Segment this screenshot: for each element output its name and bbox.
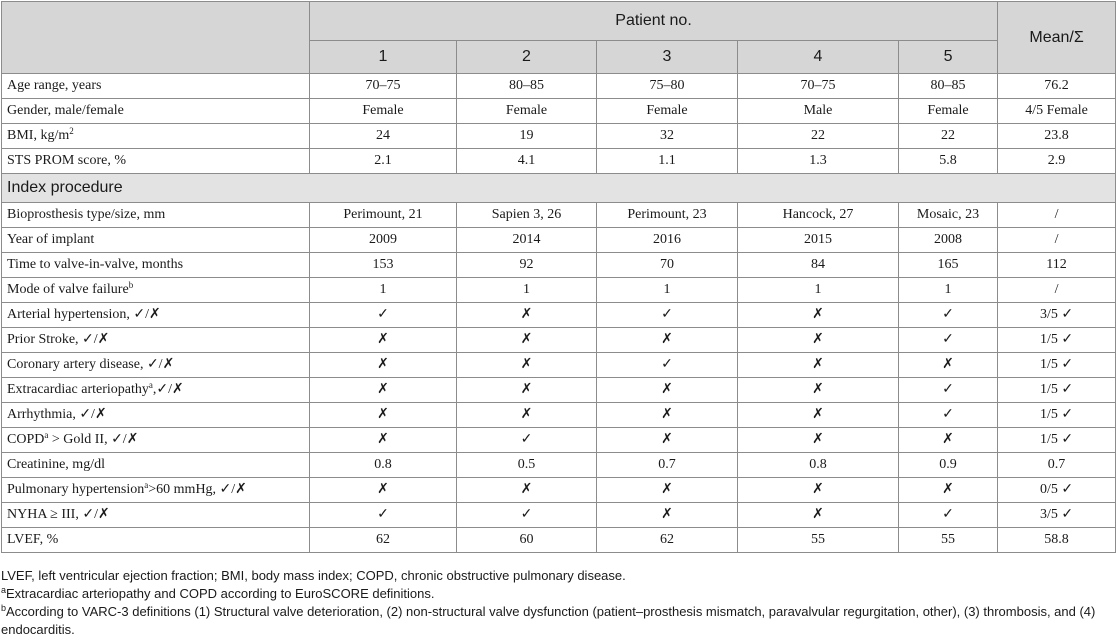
patient-value-cell: 5.8 (899, 149, 998, 174)
mean-sum-cell: 1/5 ✓ (998, 378, 1116, 403)
row-label-text: BMI, kg/m (7, 128, 70, 143)
patient-number-header: 4 (738, 41, 899, 74)
patient-characteristics-table (1, 1, 1116, 553)
patient-value-cell: 22 (738, 124, 899, 149)
row-label (2, 478, 310, 503)
patient-value-cell: ✗ (738, 328, 899, 353)
table-row (2, 303, 1116, 328)
patient-value-cell: 70–75 (738, 74, 899, 99)
row-label (2, 228, 310, 253)
patient-number-header: 3 (597, 41, 738, 74)
row-label (2, 149, 310, 174)
patient-value-cell: 80–85 (457, 74, 597, 99)
row-label (2, 378, 310, 403)
patient-value-cell: 165 (899, 253, 998, 278)
patient-value-cell: Hancock, 27 (738, 203, 899, 228)
table-row (2, 428, 1116, 453)
mean-sum-header: Mean/Σ (998, 2, 1116, 74)
row-label (2, 278, 310, 303)
row-label-text: Year of implant (7, 232, 95, 247)
row-label-text: Age range, years (7, 78, 102, 93)
patient-value-cell: ✗ (738, 478, 899, 503)
patient-value-cell: ✗ (899, 428, 998, 453)
table-row (2, 503, 1116, 528)
row-label (2, 453, 310, 478)
row-label-text: Mode of valve failure (7, 282, 129, 297)
mean-sum-cell: 0/5 ✓ (998, 478, 1116, 503)
patient-value-cell: 80–85 (899, 74, 998, 99)
patient-value-cell: 1.1 (597, 149, 738, 174)
table-footnotes (1, 567, 1113, 639)
patient-value-cell: ✗ (597, 403, 738, 428)
patient-value-cell: 24 (310, 124, 457, 149)
patient-value-cell: ✗ (597, 328, 738, 353)
patient-value-cell: 19 (457, 124, 597, 149)
patient-value-cell: 1 (738, 278, 899, 303)
row-label (2, 203, 310, 228)
row-label (2, 253, 310, 278)
table-row (2, 203, 1116, 228)
patient-number-header: 2 (457, 41, 597, 74)
patient-value-cell: ✓ (597, 353, 738, 378)
patient-number-header: 1 (310, 41, 457, 74)
patient-value-cell: 2014 (457, 228, 597, 253)
row-label (2, 99, 310, 124)
patient-value-cell: ✗ (597, 428, 738, 453)
row-label-superscript: 2 (69, 126, 74, 136)
patient-value-cell: 55 (899, 528, 998, 553)
footnote-b-text: According to VARC-3 definitions (1) Structural valve deterioration, (2) non-structural valve dysfunction (patient–prosthesis mismatch, paravalvular regurgitation, other), (3) thrombosis, and (4) endocarditis. (1, 604, 1096, 637)
patient-value-cell: ✗ (738, 403, 899, 428)
mean-sum-cell: 23.8 (998, 124, 1116, 149)
patient-value-cell: ✗ (738, 378, 899, 403)
row-label-text: Pulmonary hypertension (7, 482, 145, 497)
patient-value-cell: ✗ (738, 353, 899, 378)
row-label (2, 503, 310, 528)
mean-sum-cell: 112 (998, 253, 1116, 278)
footnote-b (1, 603, 1113, 639)
patient-value-cell: 2008 (899, 228, 998, 253)
patient-value-cell: 60 (457, 528, 597, 553)
row-label-text: Bioprosthesis type/size, mm (7, 207, 166, 222)
patient-value-cell: Female (310, 99, 457, 124)
patient-value-cell: ✗ (457, 403, 597, 428)
row-label (2, 528, 310, 553)
patient-value-cell: ✗ (310, 353, 457, 378)
table-row (2, 353, 1116, 378)
patient-value-cell: ✓ (457, 428, 597, 453)
mean-sum-cell: / (998, 278, 1116, 303)
mean-sum-cell: 0.7 (998, 453, 1116, 478)
row-label (2, 303, 310, 328)
table-row (2, 149, 1116, 174)
patient-value-cell: Perimount, 21 (310, 203, 457, 228)
patient-value-cell: Sapien 3, 26 (457, 203, 597, 228)
row-label-superscript: a (44, 430, 49, 440)
table-row (2, 453, 1116, 478)
patient-value-cell: ✓ (597, 303, 738, 328)
patient-value-cell: ✗ (457, 303, 597, 328)
patient-value-cell: ✗ (738, 303, 899, 328)
table-row (2, 278, 1116, 303)
patient-value-cell: ✓ (899, 328, 998, 353)
row-label-text: Extracardiac arteriopathy (7, 382, 149, 397)
patient-no-header: Patient no. (310, 2, 998, 41)
patient-value-cell: 70 (597, 253, 738, 278)
patient-value-cell: ✗ (597, 478, 738, 503)
patient-value-cell: 0.8 (738, 453, 899, 478)
patient-value-cell: 1 (310, 278, 457, 303)
patient-value-cell: 1 (457, 278, 597, 303)
patient-value-cell: ✗ (310, 403, 457, 428)
patient-value-cell: 2.1 (310, 149, 457, 174)
mean-sum-cell: 1/5 ✓ (998, 428, 1116, 453)
row-label-text: Arrhythmia, ✓/✗ (7, 407, 107, 422)
footnote-abbreviations: LVEF, left ventricular ejection fraction; BMI, body mass index; COPD, chronic obstructive pulmonary disease. (1, 568, 626, 583)
row-label-text: Time to valve-in-valve, months (7, 257, 184, 272)
row-label-text: Gender, male/female (7, 103, 124, 118)
mean-sum-cell: / (998, 228, 1116, 253)
row-label-superscript: a (148, 380, 153, 390)
row-label-suffix: > Gold II, ✓/✗ (48, 432, 139, 447)
patient-value-cell: 92 (457, 253, 597, 278)
row-label (2, 428, 310, 453)
patient-value-cell: ✗ (310, 378, 457, 403)
row-label (2, 353, 310, 378)
footnote-a-text: Extracardiac arteriopathy and COPD according to EuroSCORE definitions. (6, 586, 435, 601)
patient-value-cell: Female (597, 99, 738, 124)
patient-value-cell: ✓ (457, 503, 597, 528)
patient-value-cell: 62 (310, 528, 457, 553)
mean-sum-cell: 4/5 Female (998, 99, 1116, 124)
footnote-a-mark: a (1, 585, 7, 595)
table-row (2, 74, 1116, 99)
table-row (2, 378, 1116, 403)
row-label-superscript: b (128, 280, 134, 290)
patient-value-cell: 0.7 (597, 453, 738, 478)
patient-value-cell: ✗ (310, 328, 457, 353)
table-row (2, 253, 1116, 278)
section-index-procedure (2, 174, 1116, 203)
patient-value-cell: ✗ (597, 378, 738, 403)
table-row (2, 99, 1116, 124)
baseline-rows (2, 74, 1116, 174)
row-label (2, 124, 310, 149)
patient-value-cell: 75–80 (597, 74, 738, 99)
header-blank-cell (2, 2, 310, 74)
mean-sum-cell: 1/5 ✓ (998, 353, 1116, 378)
footnote-b-mark: b (1, 603, 7, 613)
row-label (2, 328, 310, 353)
patient-value-cell: 4.1 (457, 149, 597, 174)
patient-number-header: 5 (899, 41, 998, 74)
patient-value-cell: 32 (597, 124, 738, 149)
patient-value-cell: 62 (597, 528, 738, 553)
row-label-superscript: a (144, 480, 149, 490)
row-label-suffix: ,✓/✗ (152, 382, 184, 397)
mean-sum-cell: 76.2 (998, 74, 1116, 99)
row-label-text: NYHA ≥ III, ✓/✗ (7, 507, 110, 522)
table-row (2, 528, 1116, 553)
row-label-text: Creatinine, mg/dl (7, 457, 105, 472)
index-procedure-rows (2, 203, 1116, 553)
row-label-text: Prior Stroke, ✓/✗ (7, 332, 110, 347)
patient-value-cell: 1.3 (738, 149, 899, 174)
mean-sum-cell: 3/5 ✓ (998, 503, 1116, 528)
patient-value-cell: ✓ (899, 503, 998, 528)
patient-value-cell: ✗ (597, 503, 738, 528)
patient-value-cell: ✗ (457, 353, 597, 378)
row-label-suffix: >60 mmHg, ✓/✗ (148, 482, 247, 497)
patient-value-cell: 70–75 (310, 74, 457, 99)
mean-sum-cell: 1/5 ✓ (998, 403, 1116, 428)
patient-value-cell: 2009 (310, 228, 457, 253)
row-label-text: LVEF, % (7, 532, 59, 547)
section-title: Index procedure (2, 174, 1116, 203)
patient-value-cell: 22 (899, 124, 998, 149)
row-label (2, 403, 310, 428)
row-label-text: COPD (7, 432, 45, 447)
mean-sum-cell: 1/5 ✓ (998, 328, 1116, 353)
patient-value-cell: Female (457, 99, 597, 124)
mean-sum-cell: 2.9 (998, 149, 1116, 174)
patient-value-cell: ✓ (899, 378, 998, 403)
patient-value-cell: 1 (597, 278, 738, 303)
mean-sum-cell: / (998, 203, 1116, 228)
row-label (2, 74, 310, 99)
patient-value-cell: ✓ (899, 403, 998, 428)
patient-value-cell: Mosaic, 23 (899, 203, 998, 228)
table-row (2, 328, 1116, 353)
footnote-a (1, 585, 1113, 603)
mean-sum-cell: 3/5 ✓ (998, 303, 1116, 328)
patient-value-cell: ✗ (899, 353, 998, 378)
patient-value-cell: 1 (899, 278, 998, 303)
patient-value-cell: ✗ (457, 328, 597, 353)
patient-value-cell: 2016 (597, 228, 738, 253)
patient-value-cell: 0.5 (457, 453, 597, 478)
patient-value-cell: 0.9 (899, 453, 998, 478)
row-label-text: STS PROM score, % (7, 153, 127, 168)
patient-value-cell: ✗ (310, 428, 457, 453)
patient-value-cell: ✗ (899, 478, 998, 503)
patient-value-cell: ✗ (738, 428, 899, 453)
row-label-text: Coronary artery disease, ✓/✗ (7, 357, 175, 372)
patient-value-cell: 84 (738, 253, 899, 278)
table-row (2, 478, 1116, 503)
patient-value-cell: Female (899, 99, 998, 124)
patient-value-cell: ✓ (899, 303, 998, 328)
mean-sum-cell: 58.8 (998, 528, 1116, 553)
table-row (2, 228, 1116, 253)
patient-value-cell: 2015 (738, 228, 899, 253)
patient-value-cell: ✓ (310, 303, 457, 328)
patient-value-cell: Male (738, 99, 899, 124)
patient-value-cell: 55 (738, 528, 899, 553)
patient-value-cell: ✗ (457, 478, 597, 503)
header-row-top (2, 2, 1116, 41)
section-header-row (2, 174, 1116, 203)
table-row (2, 124, 1116, 149)
row-label-text: Arterial hypertension, ✓/✗ (7, 307, 161, 322)
patient-value-cell: ✓ (310, 503, 457, 528)
table-row (2, 403, 1116, 428)
patient-value-cell: 153 (310, 253, 457, 278)
patient-value-cell: Perimount, 23 (597, 203, 738, 228)
patient-value-cell: ✗ (310, 478, 457, 503)
patient-value-cell: 0.8 (310, 453, 457, 478)
patient-value-cell: ✗ (457, 378, 597, 403)
patient-value-cell: ✗ (738, 503, 899, 528)
